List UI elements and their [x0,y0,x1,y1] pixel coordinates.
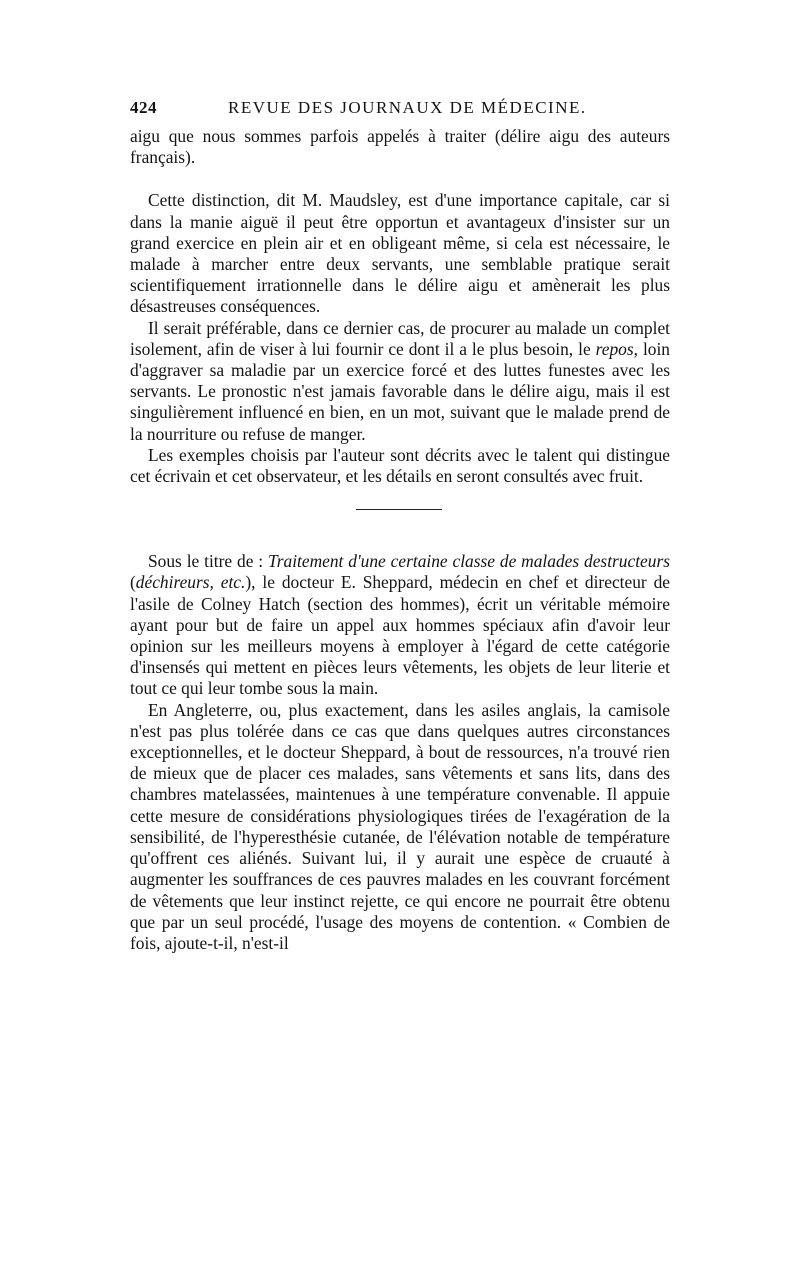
separator-rule [356,509,442,510]
text-run: Sous le titre de : [148,551,269,572]
paragraph-gap [130,168,670,190]
paragraph-angleterre: En Angleterre, ou, plus exactement, dans les asiles anglais, la camisole n'est pas plus tolérée dans ce cas que dans quelques autres circonstances exceptionnelles, et le docteur Sheppard, à bout de ressources, n'a trouvé rien de mieux que de placer ces malades, sans vêtements et sans lits, dans des chambres matelassées, maintenues à une température convenable. Il appuie cette mesure de considérations physiologiques tirées de l'exagération de la sensibilité, de l'hyperesthésie cutanée, de l'élévation notable de température qu'offrent ces aliénés. Suivant lui, il y aurait une espèce de cruauté à augmenter les souffrances de ces pauvres malades en les couvrant forcément de vêtements que leur instinct rejette, ce qui encore ne pourrait être obtenu que par un seul procédé, l'usage des moyens de contention. « Combien de fois, ajoute-t-il, n'est-il [130,699,670,953]
running-head [130,98,670,126]
paragraph-isolement [130,318,670,445]
italic-term-repos: repos [595,338,634,359]
text-run: , loin d'aggraver sa maladie par un exercice forcé et des luttes funestes avec les servants. Le pronostic n'est jamais favorable dans le délire aigu, mais il est singulièrement influencé en bien, en un mot, suivant que le malade prend de la nourriture ou refuse de manger. [130,338,671,444]
text-run: Il serait préférable, dans ce dernier cas, de procurer au malade un complet isolement, afin de viser à lui fournir ce dont il a le plus besoin, le [130,317,670,359]
text-run: ), le docteur E. Sheppard, médecin en chef et directeur de l'asile de Colney Hatch (section des hommes), écrit un véritable mémoire ayant pour but de faire un appel aux hommes spéciaux afin d'avoir leur opinion sur les meilleurs moyens à employer à l'égard de cette catégorie d'insensés qui mettent en pièces leurs vêtements, les objets de leur literie et tout ce qui leur tombe sous la main. [130,572,670,699]
book-page [130,98,670,954]
paragraph-sheppard [130,551,670,699]
section-separator [130,487,670,551]
paragraph-maudsley-distinction: Cette distinction, dit M. Maudsley, est d'une importance capitale, car si dans la manie aiguë il peut être opportun et avantageux d'insister sur un grand exercice en plein air et en obligeant même, si cela est nécessaire, le malade à marcher entre deux servants, une semblable pratique serait scientifiquement irrationnelle dans le délire aigu et amènerait les plus désastreuses conséquences. [130,190,670,317]
paragraph-continuation: aigu que nous sommes parfois appelés à traiter (délire aigu des auteurs français). [130,126,670,168]
paragraph-exemples: Les exemples choisis par l'auteur sont décrits avec le talent qui distingue cet écrivain et cet observateur, et les détails en seront consultés avec fruit. [130,444,670,487]
italic-dechireurs: déchireurs, etc. [135,572,246,593]
italic-article-title: Traitement d'une certaine classe de malades destructeurs [268,551,670,572]
text-run: ( [130,572,136,593]
page-number: 424 [130,98,157,117]
running-title: REVUE DES JOURNAUX DE MÉDECINE. [228,98,587,117]
